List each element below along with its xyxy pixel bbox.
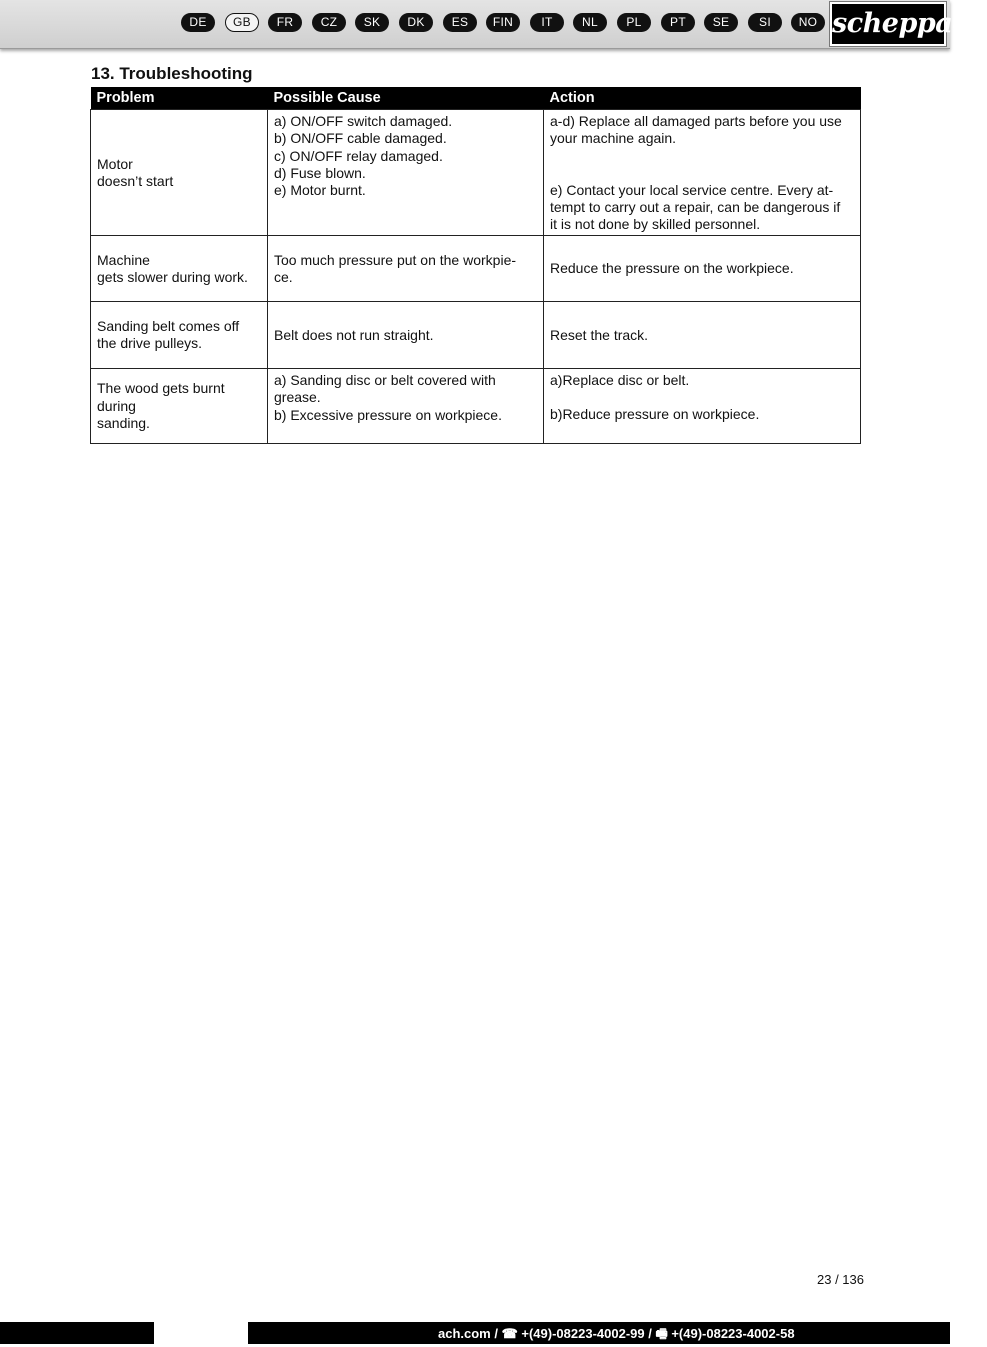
table-row xyxy=(91,236,861,302)
cell-cause xyxy=(268,369,544,444)
table-row xyxy=(91,369,861,444)
footer-contact: ach.com / ☎ +(49)-08223-4002-99 / 🖷 +(49)-08223-4002-58 xyxy=(438,1326,795,1341)
header-possible-cause: Possible Cause xyxy=(268,87,544,110)
cell-problem xyxy=(91,369,268,444)
table-row xyxy=(91,302,861,369)
language-tab-pl[interactable]: PL xyxy=(617,13,651,32)
cell-line: Machine xyxy=(97,251,150,268)
cell-line: ce. xyxy=(274,268,293,285)
language-tab-fin[interactable]: FIN xyxy=(486,13,520,32)
cell-cause xyxy=(268,110,544,236)
cell-line: Too much pressure put on the workpie- xyxy=(274,251,517,268)
table-header-row xyxy=(91,87,861,110)
cell-line: it is not done by skilled personnel. xyxy=(550,216,761,233)
table-row xyxy=(91,110,861,236)
cell-line: d) Fuse blown. xyxy=(274,164,366,181)
cell-line: tempt to carry out a repair, can be dangerous if xyxy=(550,198,841,215)
cell-line: Reset the track. xyxy=(550,326,649,343)
header-action: Action xyxy=(544,87,861,110)
language-tab-de[interactable]: DE xyxy=(181,13,215,32)
cell-line xyxy=(550,389,854,406)
cell-problem xyxy=(91,236,268,302)
language-tab-pt[interactable]: PT xyxy=(661,13,695,32)
language-tab-cz[interactable]: CZ xyxy=(312,13,346,32)
cell-line: grease. xyxy=(274,389,321,406)
cell-line: e) Contact your local service centre. Every at- xyxy=(550,181,834,198)
language-tab-dk[interactable]: DK xyxy=(399,13,433,32)
cell-line: a-d) Replace all damaged parts before you use xyxy=(550,113,842,130)
cell-line: a) Sanding disc or belt covered with xyxy=(274,372,496,389)
cell-cause xyxy=(268,236,544,302)
cell-line: your machine again. xyxy=(550,130,677,147)
cell-problem xyxy=(91,110,268,236)
cell-line: c) ON/OFF relay damaged. xyxy=(274,147,443,164)
language-tab-nl[interactable]: NL xyxy=(573,13,607,32)
cell-line: b) Excessive pressure on workpiece. xyxy=(274,406,502,423)
cell-action xyxy=(544,369,861,444)
cell-line: sanding. xyxy=(97,414,150,431)
cell-cause xyxy=(268,302,544,369)
language-tab-si[interactable]: SI xyxy=(748,13,782,32)
top-bar xyxy=(0,0,987,49)
cell-line: Belt does not run straight. xyxy=(274,326,434,343)
header-problem: Problem xyxy=(91,87,268,110)
footer-gap xyxy=(154,1322,248,1345)
cell-line: Motor xyxy=(97,155,133,172)
cell-line: e) Motor burnt. xyxy=(274,182,366,199)
cell-line: Reduce the pressure on the workpiece. xyxy=(550,260,794,277)
language-tab-fr[interactable]: FR xyxy=(268,13,302,32)
page-number: 23 / 136 xyxy=(817,1272,864,1287)
language-tab-es[interactable]: ES xyxy=(443,13,477,32)
cell-action xyxy=(544,302,861,369)
language-tab-gb[interactable]: GB xyxy=(225,13,259,32)
cell-line: b) ON/OFF cable damaged. xyxy=(274,130,447,147)
cell-line: a) ON/OFF switch damaged. xyxy=(274,113,453,130)
cell-action xyxy=(544,236,861,302)
cell-line: a)Replace disc or belt. xyxy=(550,372,690,389)
cell-action xyxy=(544,110,861,236)
language-tab-no[interactable]: NO xyxy=(791,13,825,32)
cell-line: gets slower during work. xyxy=(97,268,248,285)
language-tab-it[interactable]: IT xyxy=(530,13,564,32)
cell-problem xyxy=(91,302,268,369)
cell-line xyxy=(550,165,854,182)
cell-line: doesn’t start xyxy=(97,172,174,189)
cell-line: b)Reduce pressure on workpiece. xyxy=(550,406,760,423)
troubleshooting-table xyxy=(90,87,861,444)
section-title: 13. Troubleshooting xyxy=(91,64,253,83)
language-tab-se[interactable]: SE xyxy=(704,13,738,32)
cell-line: during xyxy=(97,397,136,414)
cell-line: the drive pulleys. xyxy=(97,335,203,352)
cell-line: Sanding belt comes off xyxy=(97,318,240,335)
language-tab-sk[interactable]: SK xyxy=(355,13,389,32)
cell-line: The wood gets burnt xyxy=(97,380,225,397)
cell-line xyxy=(550,148,854,165)
brand-logo: scheppach xyxy=(830,2,946,46)
